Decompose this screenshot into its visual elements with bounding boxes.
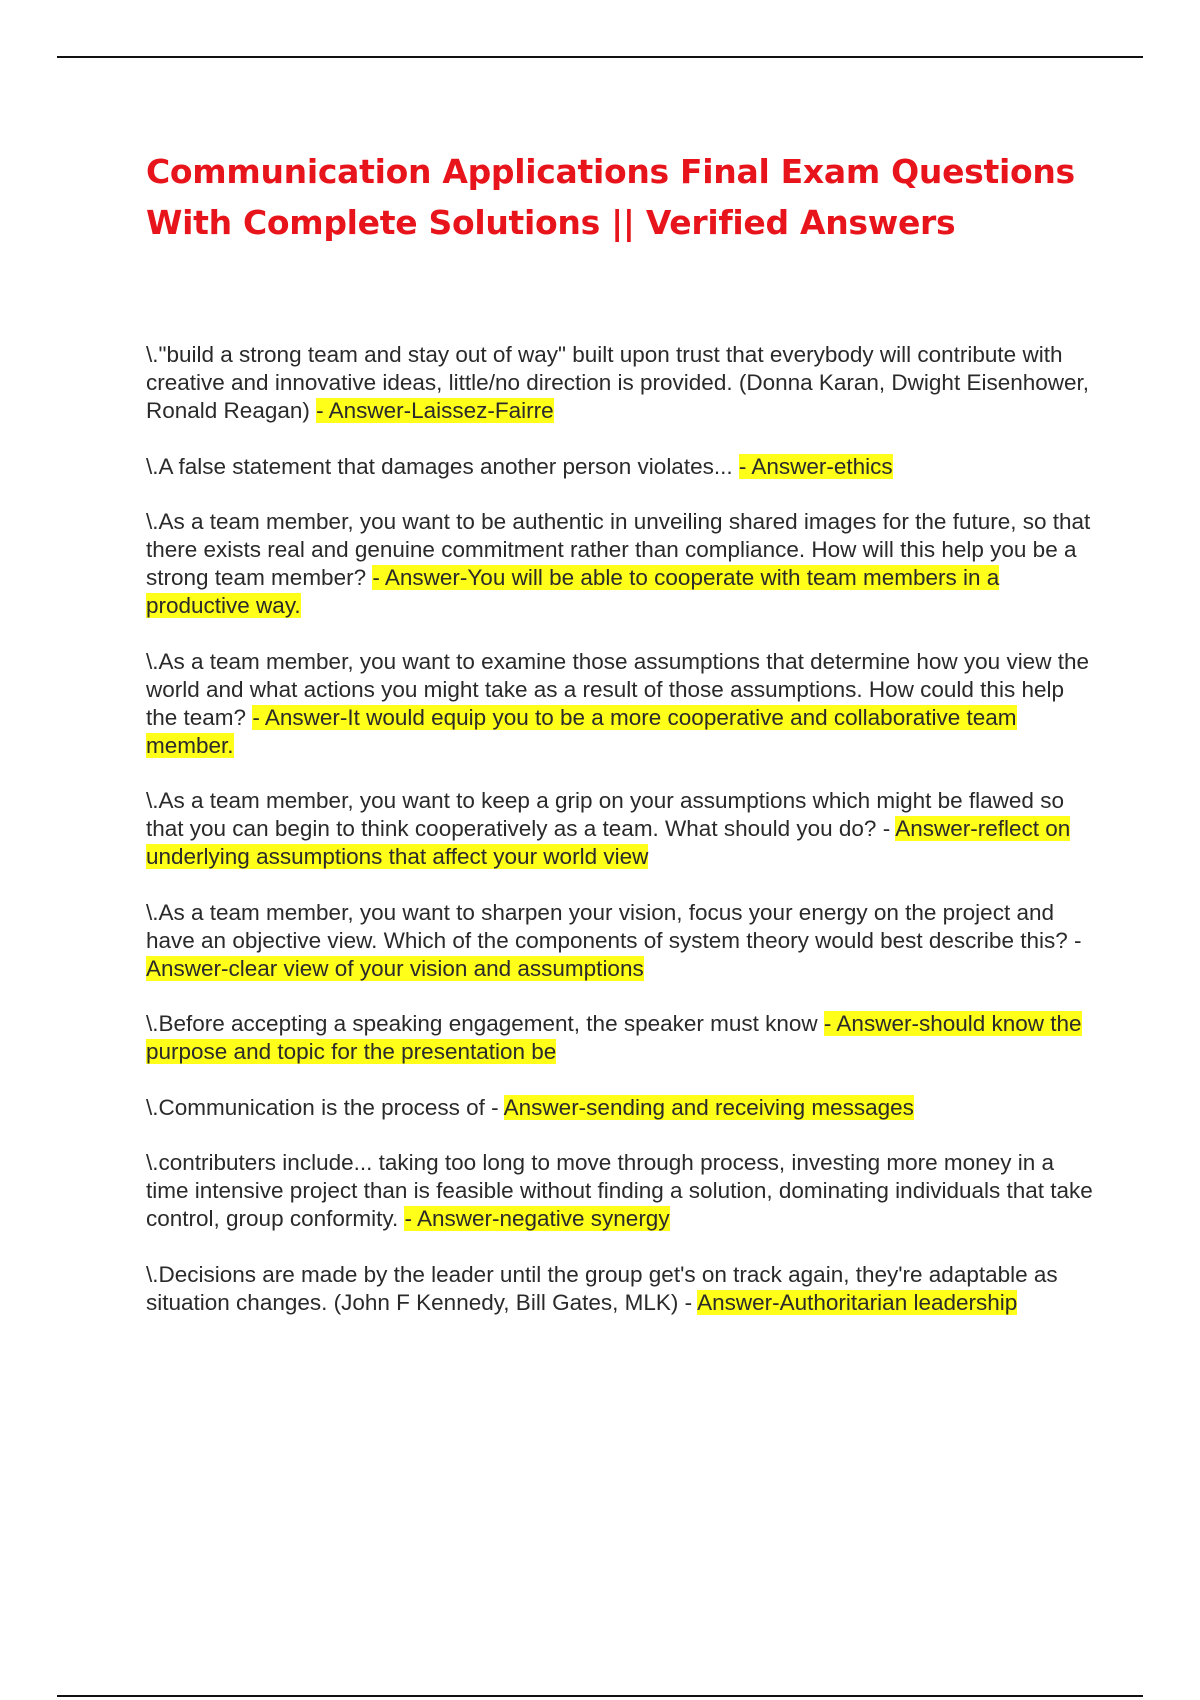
qa-item bbox=[146, 1010, 1096, 1066]
answer-highlight: - Answer-ethics bbox=[738, 453, 893, 479]
qa-item bbox=[146, 1149, 1096, 1233]
question-text: \."build a strong team and stay out of way" built upon trust that everybody will contribute with creative and innovative ideas, little/no direction is provided. (Donna Karan, Dwight Eisenhower, Ronald Reagan) bbox=[146, 342, 1090, 423]
title-line-2: With Complete Solutions || Verified Answers bbox=[146, 203, 956, 242]
question-text: \.As a team member, you want to sharpen your vision, focus your energy on the project and have an objective view. Which of the components of system theory would best describe this? - bbox=[146, 899, 1082, 953]
qa-item bbox=[146, 341, 1096, 425]
answer-highlight: - Answer-It would equip you to be a more cooperative and collaborative team member. bbox=[146, 704, 1017, 758]
question-text: \.Communication is the process of - bbox=[146, 1094, 504, 1120]
qa-item bbox=[146, 1094, 1096, 1122]
answer-highlight: Answer-reflect on underlying assumptions that affect your world view bbox=[146, 816, 1071, 869]
answer-highlight: - Answer-You will be able to cooperate with team members in a productive way. bbox=[146, 565, 1000, 618]
qa-item bbox=[146, 899, 1096, 983]
document-title bbox=[146, 146, 1106, 248]
qa-item bbox=[146, 508, 1096, 620]
answer-highlight: - Answer-should know the purpose and topic for the presentation be bbox=[146, 1011, 1082, 1064]
qa-item bbox=[146, 787, 1096, 871]
answer-highlight: Answer-clear view of your vision and assumptions bbox=[146, 955, 644, 981]
bottom-rule bbox=[57, 1695, 1143, 1697]
question-text: \.contributers include... taking too long to move through process, investing more money in a time intensive project than is feasible without finding a solution, dominating individuals that take control, group conformity. bbox=[146, 1150, 1093, 1231]
answer-highlight: - Answer-negative synergy bbox=[404, 1206, 670, 1231]
question-text: \.A false statement that damages another person violates... bbox=[146, 453, 739, 479]
qa-item bbox=[146, 453, 1096, 481]
question-text: \.Decisions are made by the leader until the group get's on track again, they're adaptable as situation changes. (John F Kennedy, Bill Gates, MLK) - bbox=[146, 1261, 1058, 1315]
question-text: \.As a team member, you want to be authentic in unveiling shared images for the future, so that there exists real and genuine commitment rather than compliance. How will this help you be a strong team member? bbox=[146, 509, 1091, 590]
answer-highlight: Answer-sending and receiving messages bbox=[503, 1094, 914, 1120]
question-text: \.As a team member, you want to examine those assumptions that determine how you view the world and what actions you might take as a result of those assumptions. How could this help the team? bbox=[146, 648, 1089, 730]
question-text: \.As a team member, you want to keep a grip on your assumptions which might be flawed so that you can begin to think cooperatively as a team. What should you do? - bbox=[146, 788, 1064, 841]
qa-list bbox=[146, 341, 1096, 1344]
answer-highlight: Answer-Authoritarian leadership bbox=[697, 1289, 1018, 1315]
question-text: \.Before accepting a speaking engagement, the speaker must know bbox=[146, 1011, 824, 1036]
answer-highlight: - Answer-Laissez-Fairre bbox=[316, 398, 554, 423]
qa-item bbox=[146, 1261, 1096, 1317]
title-line-1: Communication Applications Final Exam Questions bbox=[146, 152, 1075, 191]
top-rule bbox=[57, 56, 1143, 58]
qa-item bbox=[146, 648, 1096, 760]
